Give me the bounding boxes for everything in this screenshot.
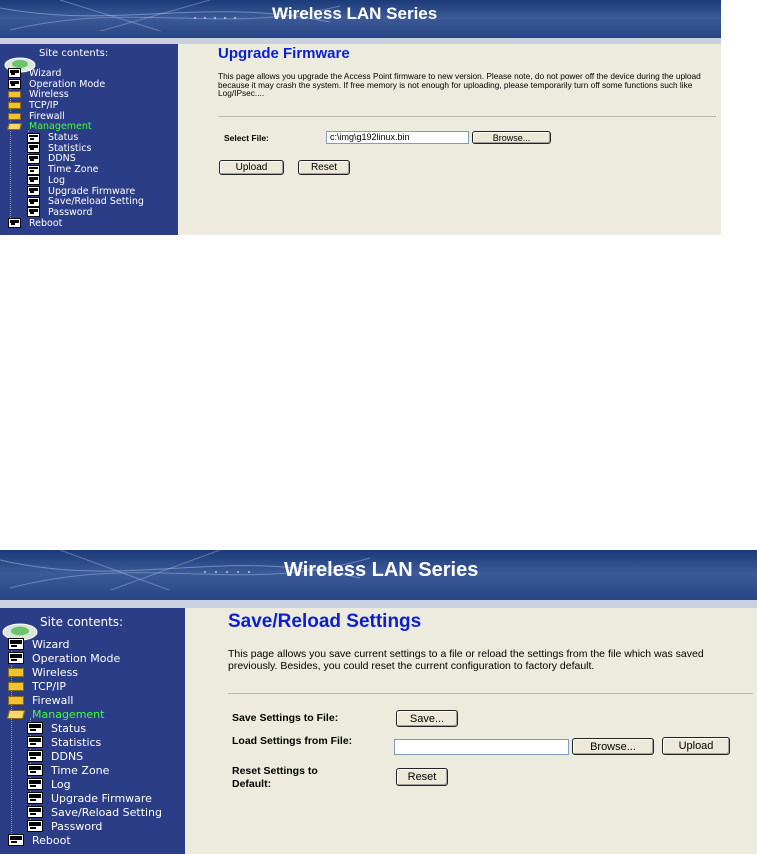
page-icon [27, 186, 40, 196]
page-icon [8, 652, 24, 664]
save-settings-label: Save Settings to File: [232, 712, 339, 724]
sidebar-item-status[interactable] [27, 721, 86, 735]
sidebar-item-label: Wireless [32, 665, 79, 679]
save-reload-settings-screenshot [0, 550, 757, 854]
divider [218, 116, 716, 117]
header-banner [0, 550, 757, 608]
site-contents-heading: Site contents: [39, 48, 109, 59]
sidebar-item-label: TCP/IP [29, 99, 59, 111]
browse-button[interactable]: Browse... [472, 131, 551, 144]
sidebar-item-time-zone[interactable] [27, 763, 109, 777]
page-description: This page allows you upgrade the Access Point firmware to new version. Please note, do not power off the device during the upload because it may crash the system. If free memory is not enough for uploading, please temporarily turn off some functions such like Log/IPsec.... [218, 71, 701, 99]
load-settings-label: Load Settings from File: [232, 735, 353, 747]
sidebar-item-label: Firewall [32, 693, 74, 707]
sidebar-item-label: Reboot [29, 217, 63, 229]
sidebar-item-reboot[interactable] [8, 833, 71, 847]
page-title: Save/Reload Settings [228, 611, 422, 632]
folder-icon [8, 102, 21, 109]
page-icon [8, 79, 21, 89]
sidebar-item-label: Status [51, 721, 87, 735]
sidebar-item-management[interactable] [8, 707, 104, 721]
sidebar-item-tcp-ip[interactable] [8, 679, 66, 693]
load-file-input[interactable] [394, 739, 569, 755]
page-icon [27, 175, 40, 185]
sidebar-item-label: Management [29, 121, 92, 133]
sidebar-item-operation-mode[interactable] [8, 79, 105, 90]
sidebar-item-statistics[interactable] [27, 735, 101, 749]
page-icon [27, 165, 40, 175]
site-contents-heading: Site contents: [40, 615, 124, 629]
sidebar-item-upgrade-firmware[interactable] [27, 186, 135, 197]
upgrade-firmware-screenshot [0, 0, 721, 235]
sidebar-item-label: DDNS [48, 153, 76, 165]
page-icon [27, 722, 43, 734]
sidebar-item-reboot[interactable] [8, 218, 62, 229]
save-button[interactable]: Save... [396, 710, 458, 727]
sidebar [0, 608, 185, 854]
sidebar-item-label: Statistics [51, 735, 102, 749]
sidebar-item-wireless[interactable] [8, 665, 78, 679]
sidebar-item-password[interactable] [27, 819, 102, 833]
header-title: Wireless LAN Series [272, 4, 438, 23]
sidebar-item-time-zone[interactable] [27, 164, 98, 175]
sidebar-item-statistics[interactable] [27, 143, 91, 154]
sidebar-item-save-reload-setting[interactable] [27, 196, 144, 207]
sidebar-item-password[interactable] [27, 207, 92, 218]
sidebar-item-label: Log [51, 777, 71, 791]
folder-open-icon [7, 710, 25, 719]
page-description: This page allows you save current settings to a file or reload the settings from the file which was saved previously. Besides, you could reset the current configuration to factory default. [228, 648, 704, 673]
sidebar-item-label: Operation Mode [29, 78, 106, 90]
page-icon [27, 792, 43, 804]
sidebar-item-management[interactable] [8, 122, 92, 133]
page-icon [27, 154, 40, 164]
sidebar-item-ddns[interactable] [27, 154, 76, 165]
page-icon [27, 143, 40, 153]
page-icon [27, 806, 43, 818]
sidebar-item-label: Time Zone [48, 164, 99, 176]
sidebar-item-label: Save/Reload Setting [48, 196, 144, 208]
sidebar-item-label: Wizard [29, 67, 62, 79]
folder-icon [8, 91, 21, 98]
reset-button[interactable]: Reset [396, 768, 448, 786]
select-file-label: Select File: [224, 133, 269, 143]
page-icon [27, 197, 40, 207]
page-icon [8, 218, 21, 228]
sidebar-item-label: Password [51, 819, 103, 833]
sidebar-item-label: Upgrade Firmware [48, 185, 136, 197]
header-banner [0, 0, 721, 44]
sidebar-item-wizard[interactable] [8, 68, 61, 79]
browse-button[interactable]: Browse... [572, 738, 654, 755]
sidebar-item-label: Management [32, 707, 105, 721]
reset-settings-label: Reset Settings to Default: [232, 765, 318, 790]
sidebar-item-firewall[interactable] [8, 693, 73, 707]
sidebar-item-label: Time Zone [51, 763, 110, 777]
page-title: Upgrade Firmware [218, 45, 350, 62]
sidebar-item-wizard[interactable] [8, 637, 70, 651]
sidebar-item-label: TCP/IP [32, 679, 66, 693]
page-icon [27, 133, 40, 143]
sidebar-item-label: Firewall [29, 110, 65, 122]
page-icon [8, 638, 24, 650]
page-icon [27, 764, 43, 776]
page-icon [27, 820, 43, 832]
page-icon [27, 207, 40, 217]
sidebar-item-firewall[interactable] [8, 111, 65, 122]
folder-icon [8, 682, 24, 691]
page-icon [27, 736, 43, 748]
sidebar-item-ddns[interactable] [27, 749, 83, 763]
page-icon [27, 750, 43, 762]
sidebar-item-save-reload-setting[interactable] [27, 805, 162, 819]
folder-icon [8, 113, 21, 120]
sidebar-item-operation-mode[interactable] [8, 651, 120, 665]
folder-open-icon [7, 123, 22, 130]
page-icon [8, 68, 21, 78]
sidebar-item-tcp-ip[interactable] [8, 100, 58, 111]
sidebar-item-label: Save/Reload Setting [51, 805, 163, 819]
sidebar-item-log[interactable] [27, 175, 65, 186]
divider [228, 693, 753, 694]
header-title: Wireless LAN Series [284, 559, 479, 581]
main-content [185, 608, 757, 854]
sidebar-item-upgrade-firmware[interactable] [27, 791, 152, 805]
sidebar-item-wireless[interactable] [8, 89, 69, 100]
sidebar [0, 44, 178, 235]
sidebar-item-label: Wizard [32, 637, 70, 651]
sidebar-item-label: Status [48, 132, 79, 144]
sidebar-item-label: Operation Mode [32, 651, 121, 665]
sidebar-item-label: Wireless [29, 89, 69, 101]
sidebar-item-label: DDNS [51, 749, 84, 763]
folder-icon [8, 696, 24, 705]
sidebar-item-label: Upgrade Firmware [51, 791, 152, 805]
page-icon [8, 834, 24, 846]
sidebar-item-status[interactable] [27, 132, 78, 143]
sidebar-item-label: Reboot [32, 833, 71, 847]
sidebar-item-log[interactable] [27, 777, 71, 791]
reset-button[interactable]: Reset [298, 160, 350, 175]
sidebar-item-label: Log [48, 174, 65, 186]
folder-icon [8, 668, 24, 677]
page-icon [27, 778, 43, 790]
upload-button[interactable]: Upload [662, 737, 730, 755]
main-content [178, 44, 721, 235]
sidebar-item-label: Statistics [48, 142, 92, 154]
file-path-input[interactable]: c:\img\g192linux.bin [326, 131, 469, 144]
upload-button[interactable]: Upload [219, 160, 284, 175]
sidebar-item-label: Password [48, 206, 93, 218]
